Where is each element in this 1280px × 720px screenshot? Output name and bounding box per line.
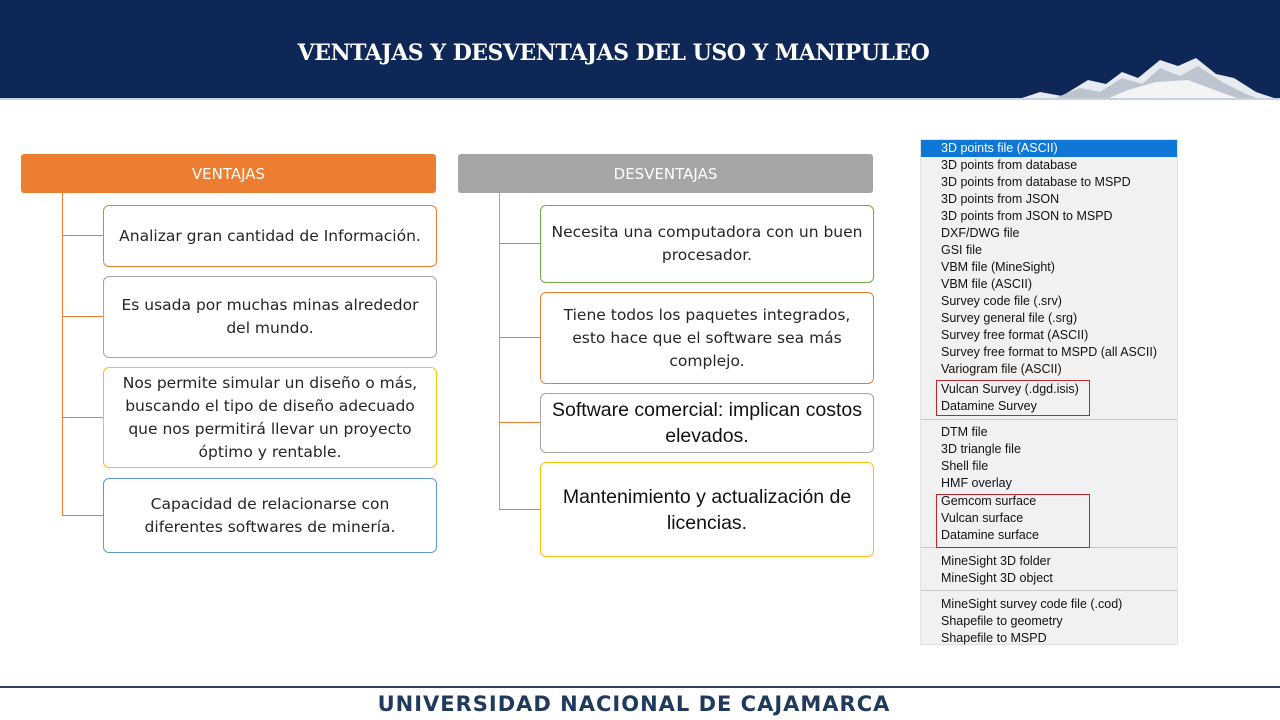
desventaja-card: Necesita una computadora con un buen procesador. <box>540 205 874 283</box>
menu-item[interactable]: 3D points from database <box>941 158 1078 172</box>
menu-item[interactable]: VBM file (ASCII) <box>941 277 1032 291</box>
mountain-logo <box>1010 52 1280 98</box>
ventaja-card: Es usada por muchas minas alrededor del mundo. <box>103 276 437 358</box>
menu-item[interactable]: Shell file <box>941 459 989 473</box>
menu-item[interactable]: MineSight survey code file (.cod) <box>941 597 1123 611</box>
menu-separator <box>921 590 1177 591</box>
ventaja-card: Nos permite simular un diseño o más, buscando el tipo de diseño adecuado que nos permitirá llevar un proyecto óptimo y rentable. <box>103 367 437 468</box>
ventajas-connector <box>62 235 104 236</box>
menu-item[interactable]: Vulcan surface <box>941 511 1024 525</box>
menu-item[interactable]: Gemcom surface <box>941 494 1037 508</box>
menu-separator <box>921 419 1177 420</box>
desventaja-card: Software comercial: implican costos elevados. <box>540 393 874 453</box>
ventaja-card: Capacidad de relacionarse con diferentes softwares de minería. <box>103 478 437 553</box>
desventajas-connector <box>499 337 541 338</box>
menu-item[interactable]: Survey code file (.srv) <box>941 294 1062 308</box>
ventajas-tree-line <box>62 193 63 516</box>
title-banner <box>0 0 1280 98</box>
footer-university: UNIVERSIDAD NACIONAL DE CAJAMARCA <box>377 692 891 716</box>
menu-item[interactable]: DXF/DWG file <box>941 226 1020 240</box>
menu-item[interactable]: 3D triangle file <box>941 442 1021 456</box>
ventaja-card: Analizar gran cantidad de Información. <box>103 205 437 267</box>
highlight-box <box>936 380 1090 416</box>
menu-item[interactable]: VBM file (MineSight) <box>941 260 1055 274</box>
ventajas-header: VENTAJAS <box>21 154 436 193</box>
ventajas-connector <box>62 417 104 418</box>
menu-item[interactable]: DTM file <box>941 425 988 439</box>
menu-item[interactable]: Shapefile to MSPD <box>941 631 1047 645</box>
menu-item[interactable]: 3D points from JSON to MSPD <box>941 209 1113 223</box>
menu-item[interactable]: Vulcan Survey (.dgd.isis) <box>941 382 1079 396</box>
import-menu <box>920 139 1178 645</box>
desventajas-header: DESVENTAJAS <box>458 154 873 193</box>
menu-item[interactable]: Variogram file (ASCII) <box>941 362 1062 376</box>
slide-title: VENTAJAS Y DESVENTAJAS DEL USO Y MANIPULEO <box>297 40 930 66</box>
menu-item[interactable]: GSI file <box>941 243 982 257</box>
highlight-box <box>936 494 1090 548</box>
menu-item[interactable]: MineSight 3D object <box>941 571 1053 585</box>
desventajas-tree-line <box>499 193 500 510</box>
menu-item[interactable]: MineSight 3D folder <box>941 554 1051 568</box>
menu-item[interactable]: Survey free format (ASCII) <box>941 328 1089 342</box>
menu-item[interactable]: Survey free format to MSPD (all ASCII) <box>941 345 1158 359</box>
desventaja-card: Mantenimiento y actualización de licencias. <box>540 462 874 557</box>
menu-item[interactable]: 3D points file (ASCII) <box>921 140 1177 157</box>
desventajas-connector <box>499 509 541 510</box>
footer-divider <box>0 686 1280 688</box>
ventajas-connector <box>62 316 104 317</box>
menu-item[interactable]: HMF overlay <box>941 476 1012 490</box>
desventajas-connector <box>499 243 541 244</box>
ventajas-connector <box>62 515 104 516</box>
menu-item[interactable]: 3D points from database to MSPD <box>941 175 1131 189</box>
menu-item[interactable]: Datamine surface <box>941 528 1039 542</box>
menu-item[interactable]: Shapefile to geometry <box>941 614 1063 628</box>
header-divider <box>0 98 1280 100</box>
desventajas-connector <box>499 422 541 423</box>
menu-item[interactable]: Datamine Survey <box>941 399 1037 413</box>
menu-item[interactable]: 3D points from JSON <box>941 192 1060 206</box>
menu-item[interactable]: Survey general file (.srg) <box>941 311 1078 325</box>
desventaja-card: Tiene todos los paquetes integrados, esto hace que el software sea más complejo. <box>540 292 874 384</box>
